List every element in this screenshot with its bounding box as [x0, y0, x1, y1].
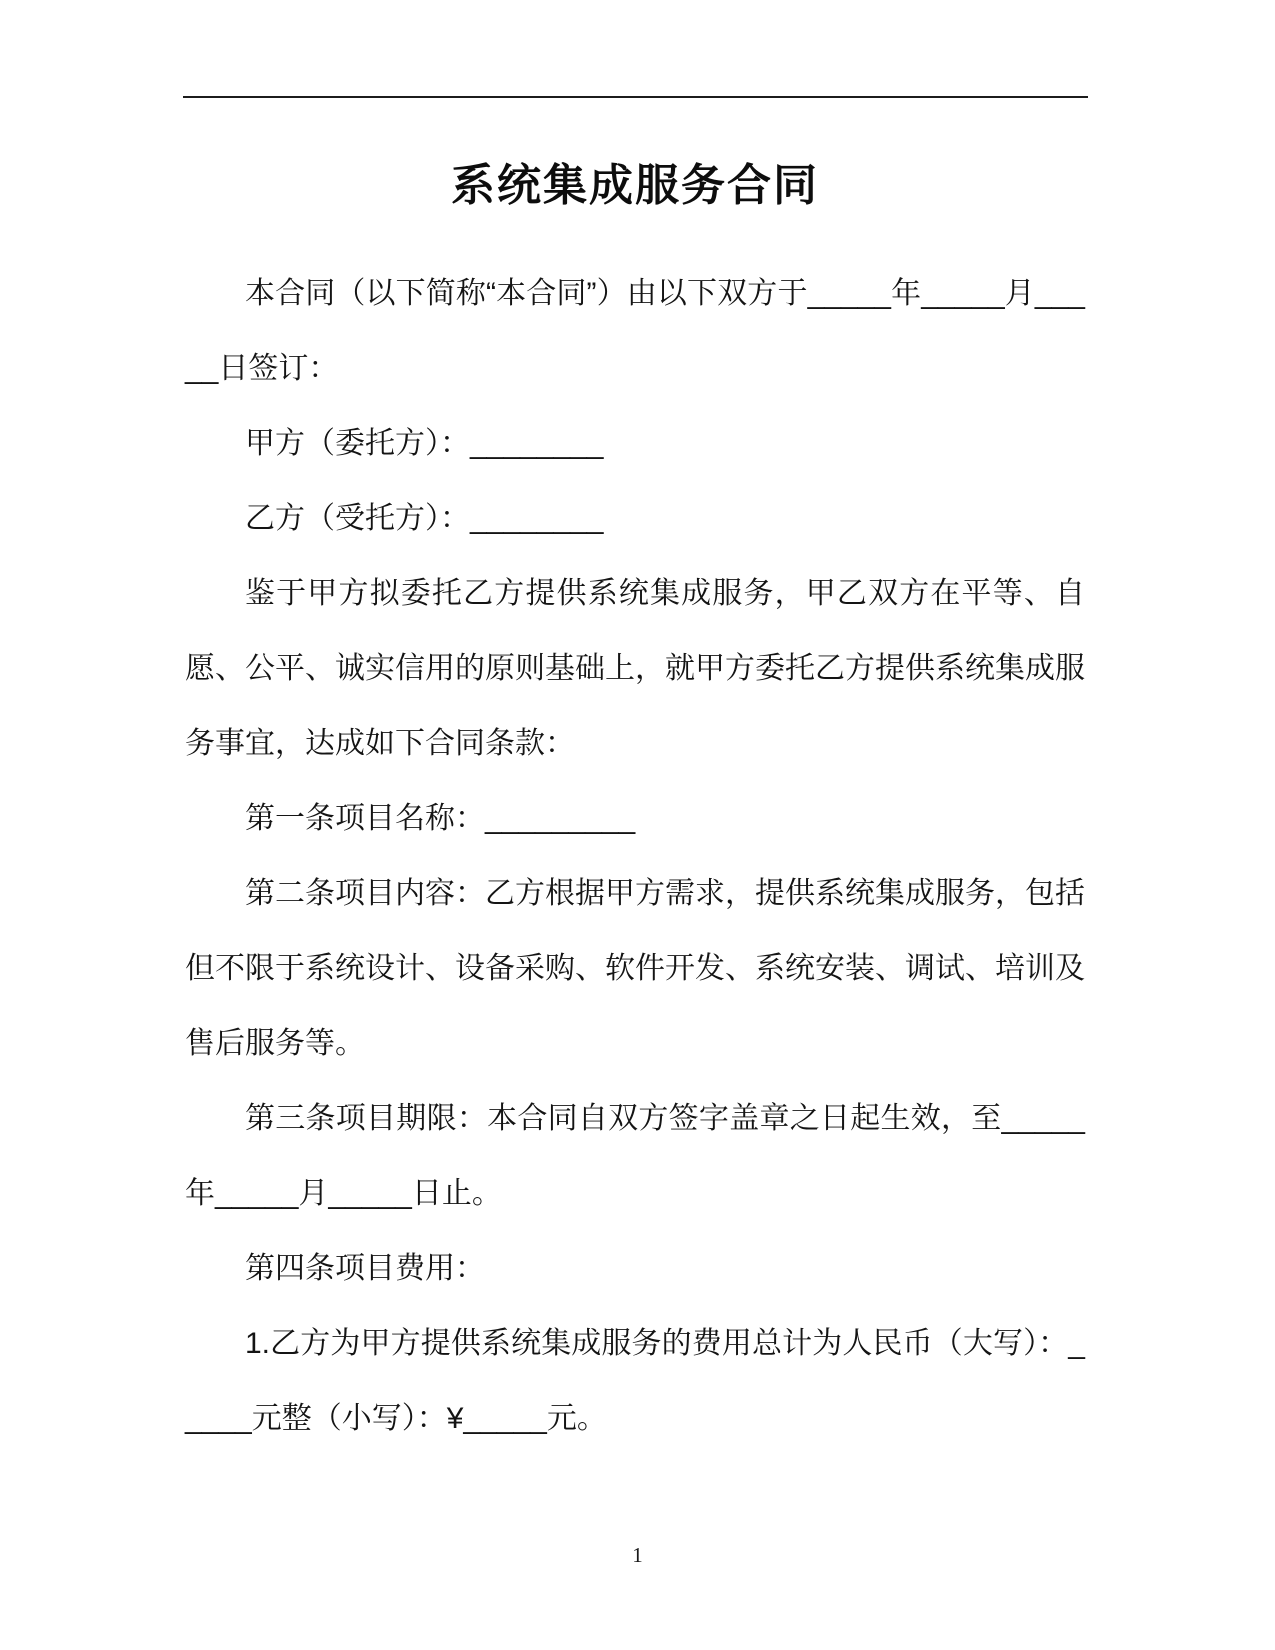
contract-paragraph-article4-project-fee: 第四条项目费用：: [245, 1252, 485, 1285]
contract-paragraph-article1-project-name: 第一条项目名称：_________: [245, 802, 636, 835]
contract-paragraph-party-b: 乙方（受托方）：________: [245, 502, 604, 535]
contract-body: [185, 256, 1085, 1456]
page-number: 1: [632, 1543, 643, 1567]
contract-paragraph-whereas: 鉴于甲方拟委托乙方提供系统集成服务，甲乙双方在平等、自愿、公平、诚实信用的原则基础上，就甲方委托乙方提供系统集成服务事宜，达成如下合同条款：: [185, 577, 1085, 760]
contract-paragraph-article3-project-term: 第三条项目期限：本合同自双方签字盖章之日起生效，至_____年_____月_____日止。: [185, 1102, 1085, 1210]
contract-paragraph-intro: 本合同（以下简称“本合同”）由以下双方于_____年_____月_____日签订：: [185, 277, 1085, 385]
document-title: 系统集成服务合同: [451, 161, 819, 210]
header-rule: [183, 96, 1088, 98]
contract-paragraph-party-a: 甲方（委托方）：________: [245, 427, 604, 460]
contract-paragraph-article2-project-content: 第二条项目内容：乙方根据甲方需求，提供系统集成服务，包括但不限于系统设计、设备采购、软件开发、系统安装、调试、培训及售后服务等。: [185, 877, 1085, 1060]
page-footer: [0, 1540, 1275, 1570]
contract-paragraph-fee-amount: 1.乙方为甲方提供系统集成服务的费用总计为人民币（大写）：_____元整（小写）：¥_____元。: [185, 1327, 1085, 1435]
